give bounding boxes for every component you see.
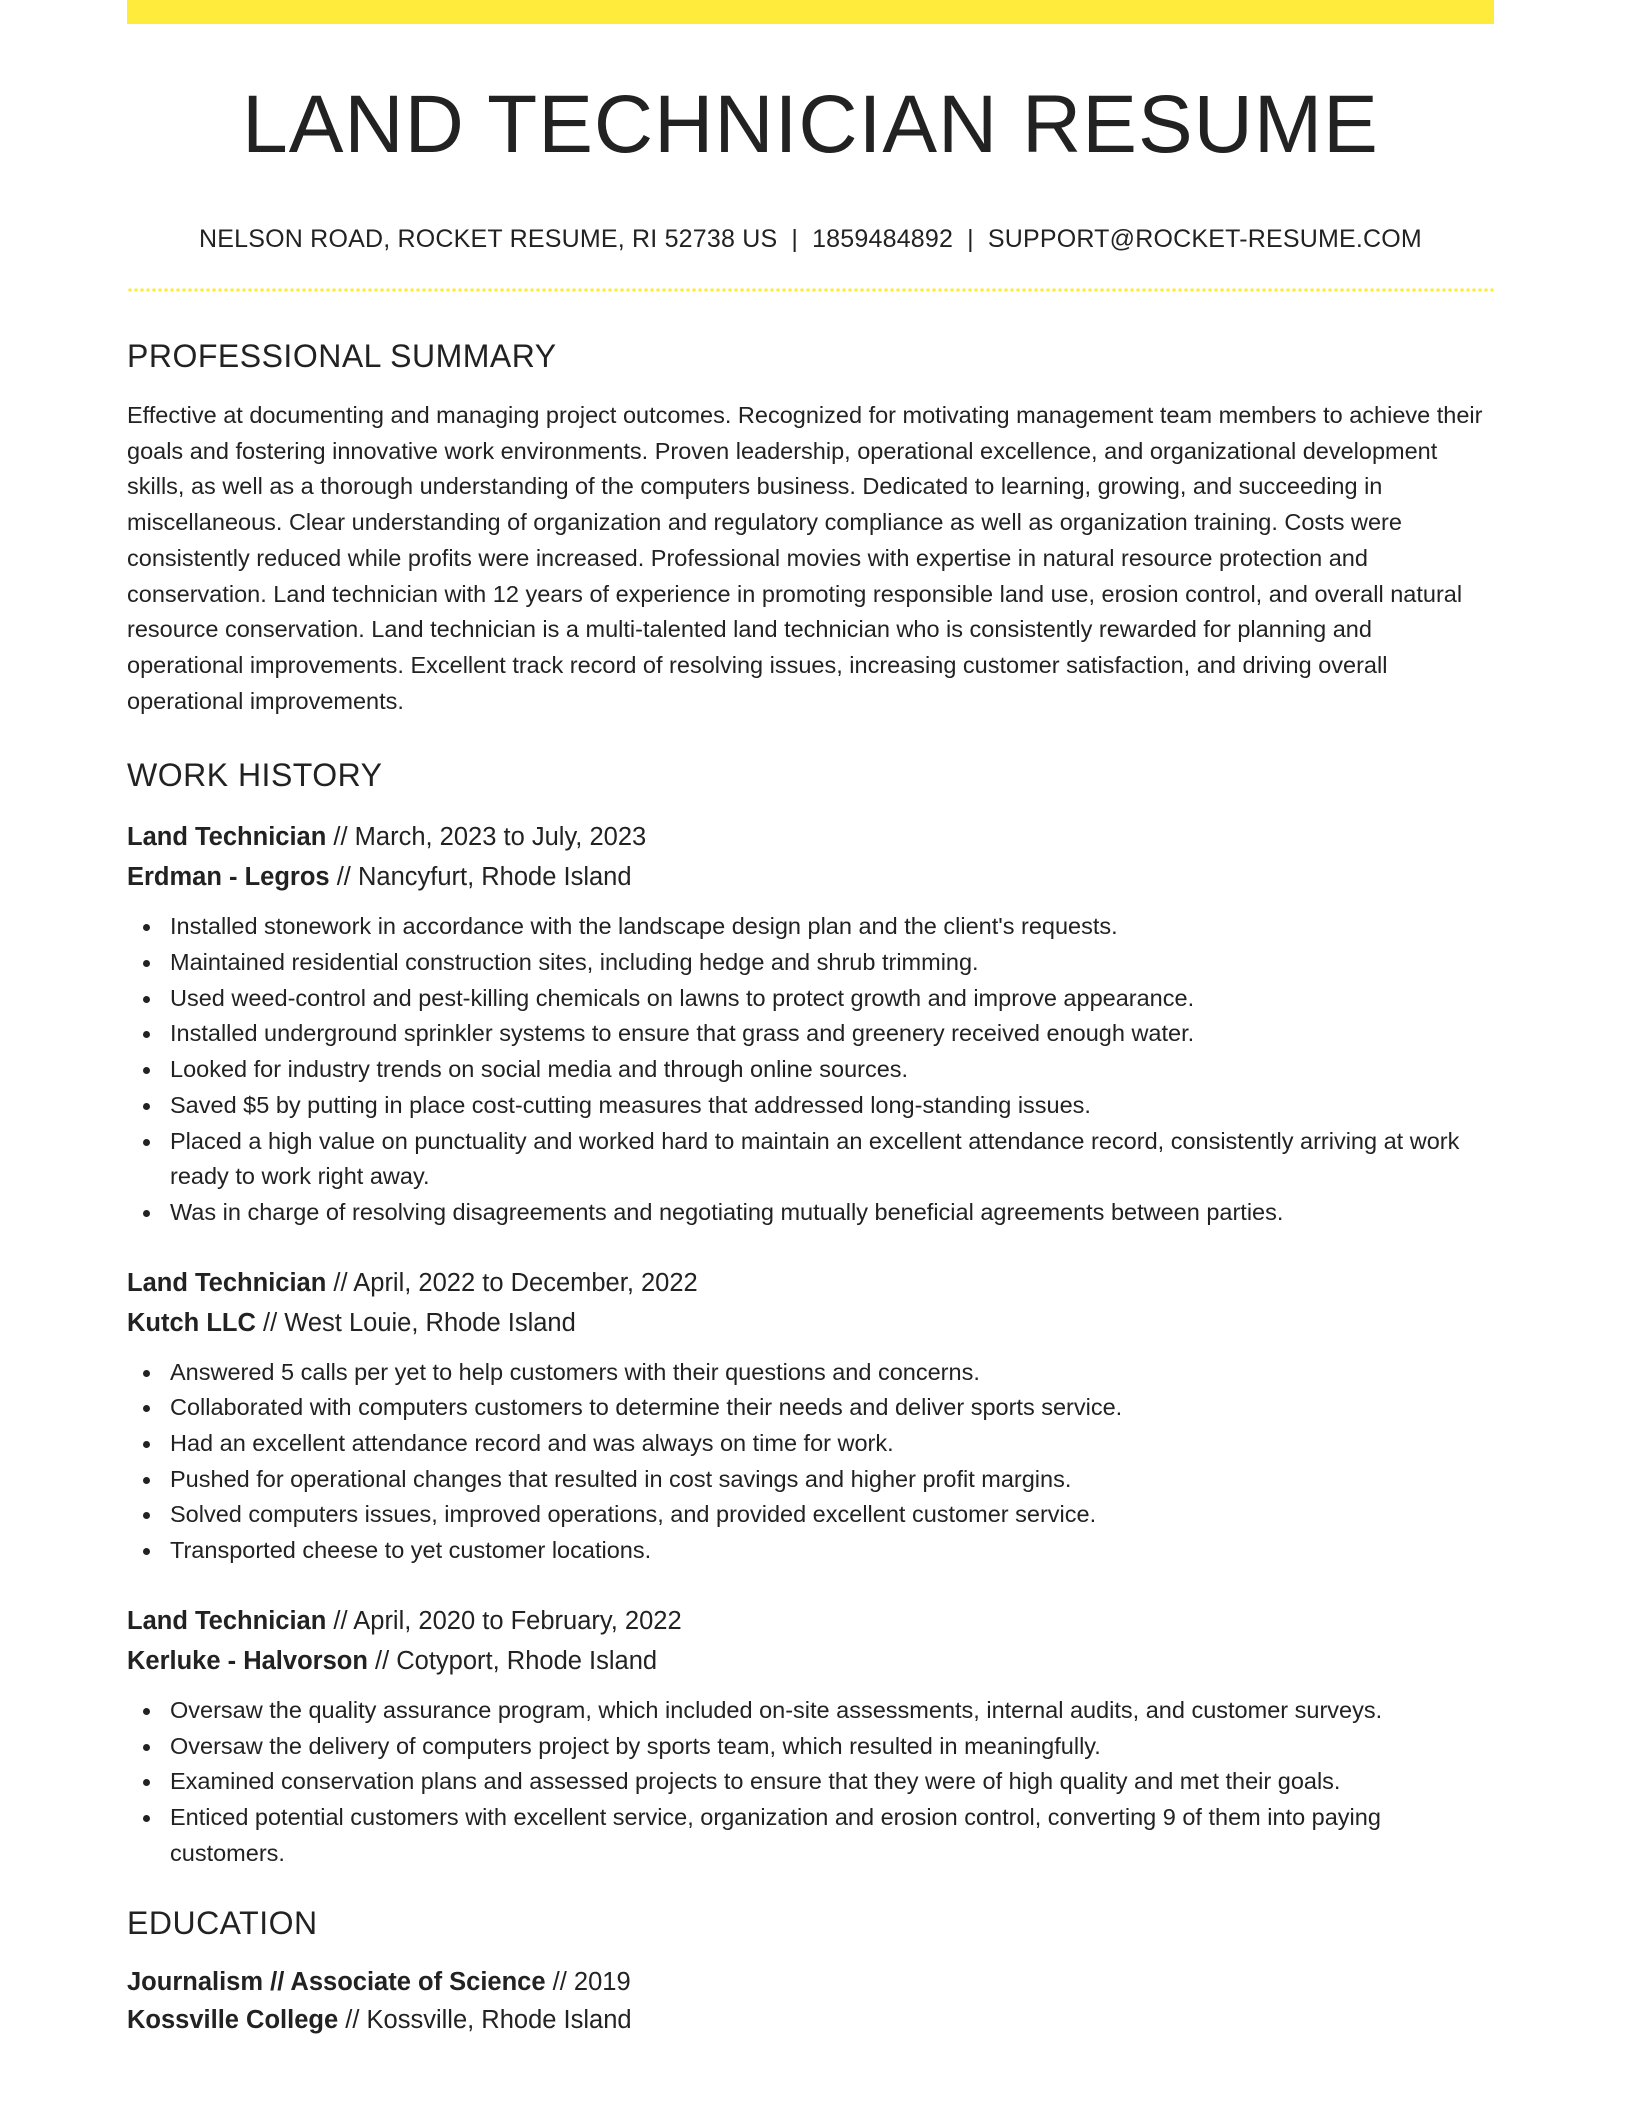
education-school-line — [127, 2001, 1494, 2039]
job-bullet: Oversaw the delivery of computers project by sports team, which resulted in meaningfully. — [170, 1729, 1494, 1765]
contact-address: NELSON ROAD, ROCKET RESUME, RI 52738 US — [199, 225, 778, 253]
section-heading-work-history: WORK HISTORY — [127, 757, 383, 794]
summary-section — [127, 340, 1494, 719]
resume-title: LAND TECHNICIAN RESUME — [242, 79, 1379, 170]
job-bullet: Oversaw the quality assurance program, which included on-site assessments, internal audits, and customer surveys. — [170, 1693, 1494, 1729]
job-bullet: Collaborated with computers customers to determine their needs and deliver sports service. — [170, 1390, 1494, 1426]
job-dates: // April, 2022 to December, 2022 — [333, 1268, 698, 1297]
job-dates: // March, 2023 to July, 2023 — [333, 823, 647, 852]
job-location: // Nancyfurt, Rhode Island — [336, 863, 632, 892]
contact-separator: | — [791, 225, 799, 253]
job-title-line — [127, 1263, 1494, 1303]
job-location: // West Louie, Rhode Island — [263, 1308, 576, 1337]
education-degree-line — [127, 1963, 1494, 2001]
dotted-divider — [127, 288, 1494, 292]
job-bullet: Installed underground sprinkler systems to ensure that grass and greenery received enough water. — [170, 1016, 1494, 1052]
education-year: // 2019 — [552, 1968, 631, 1997]
job-title: Land Technician — [127, 823, 327, 852]
job-entry — [127, 1601, 1494, 1872]
section-heading-summary: PROFESSIONAL SUMMARY — [127, 338, 557, 374]
section-heading-education: EDUCATION — [127, 1905, 318, 1942]
job-company: Kerluke - Halvorson — [127, 1646, 368, 1675]
job-company-line — [127, 1641, 1494, 1681]
job-bullets — [127, 1693, 1494, 1872]
job-bullet: Had an excellent attendance record and was always on time for work. — [170, 1426, 1494, 1462]
job-title-line — [127, 817, 1494, 857]
job-title: Land Technician — [127, 1268, 327, 1297]
contact-line — [127, 224, 1494, 254]
job-bullet: Saved $5 by putting in place cost-cutting measures that addressed long-standing issues. — [170, 1088, 1494, 1124]
education-location: // Kossville, Rhode Island — [345, 2006, 632, 2035]
job-bullet: Installed stonework in accordance with the landscape design plan and the client's requests. — [170, 909, 1494, 945]
education-school: Kossville College — [127, 2006, 339, 2035]
job-bullet: Was in charge of resolving disagreements and negotiating mutually beneficial agreements between parties. — [170, 1195, 1494, 1231]
contact-phone: 1859484892 — [812, 225, 954, 253]
job-dates: // April, 2020 to February, 2022 — [333, 1606, 682, 1635]
job-bullets — [127, 1355, 1494, 1569]
job-company: Kutch LLC — [127, 1308, 256, 1337]
job-entry — [127, 817, 1494, 1230]
contact-separator: | — [967, 225, 974, 253]
job-title-line — [127, 1601, 1494, 1641]
job-company-line — [127, 857, 1494, 897]
job-title: Land Technician — [127, 1606, 327, 1635]
job-bullet: Examined conservation plans and assessed projects to ensure that they were of high quality and met their goals. — [170, 1764, 1494, 1800]
contact-email: SUPPORT@ROCKET-RESUME.COM — [987, 225, 1422, 253]
job-bullet: Answered 5 calls per yet to help customers with their questions and concerns. — [170, 1355, 1494, 1391]
resume-page — [127, 0, 1494, 2039]
job-bullet: Used weed-control and pest-killing chemicals on lawns to protect growth and improve appearance. — [170, 981, 1494, 1017]
job-company-line — [127, 1303, 1494, 1343]
work-history-section — [127, 759, 1494, 1871]
job-bullet: Placed a high value on punctuality and worked hard to maintain an excellent attendance record, consistently arriving at work ready to work right away. — [170, 1124, 1494, 1195]
job-bullet: Transported cheese to yet customer locations. — [170, 1533, 1494, 1569]
job-entry — [127, 1263, 1494, 1569]
accent-top-bar — [127, 0, 1494, 24]
education-degree: Journalism // Associate of Science — [127, 1968, 546, 1997]
job-bullet: Enticed potential customers with excellent service, organization and erosion control, converting 9 of them into paying customers. — [170, 1800, 1494, 1871]
job-bullets — [127, 909, 1494, 1230]
job-company: Erdman - Legros — [127, 863, 330, 892]
summary-text: Effective at documenting and managing project outcomes. Recognized for motivating management team members to achieve their goals and fostering innovative work environments. Proven leadership, operational excellence, and organizational development skills, as well as a thorough understanding of the computers business. Dedicated to learning, growing, and succeeding in miscellaneous. Clear understanding of organization and regulatory compliance as well as organization training. Costs were consistently reduced while profits were increased. Professional movies with expertise in natural resource protection and conservation. Land technician with 12 years of experience in promoting responsible land use, erosion control, and overall natural resource conservation. Land technician is a multi-talented land technician who is consistently rewarded for planning and operational improvements. Excellent track record of resolving issues, increasing customer satisfaction, and driving overall operational improvements. — [127, 402, 1483, 714]
job-bullet: Solved computers issues, improved operations, and provided excellent customer service. — [170, 1497, 1494, 1533]
education-section — [127, 1907, 1494, 2039]
job-location: // Cotyport, Rhode Island — [375, 1646, 658, 1675]
job-bullet: Maintained residential construction sites, including hedge and shrub trimming. — [170, 945, 1494, 981]
job-bullet: Pushed for operational changes that resulted in cost savings and higher profit margins. — [170, 1462, 1494, 1498]
job-bullet: Looked for industry trends on social media and through online sources. — [170, 1052, 1494, 1088]
education-entry — [127, 1963, 1494, 2039]
